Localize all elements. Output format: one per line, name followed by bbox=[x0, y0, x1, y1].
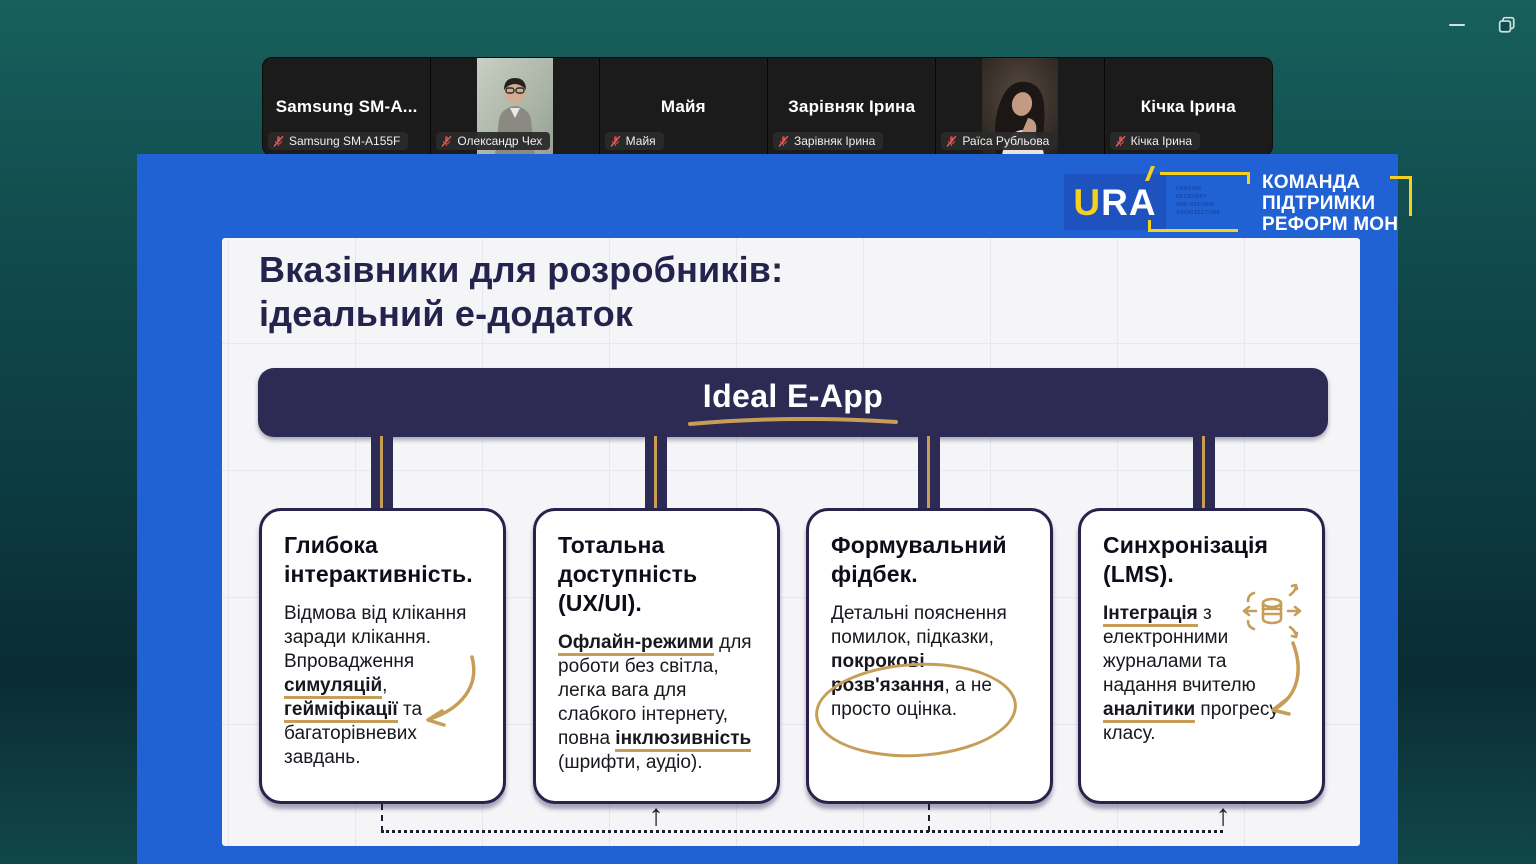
participant-tile[interactable] bbox=[431, 58, 599, 155]
card-formative-feedback bbox=[806, 508, 1053, 804]
card-title: Глибока інтерактивність. bbox=[284, 532, 473, 587]
tree-connector bbox=[645, 436, 667, 510]
participant-display-name: Зарівняк Ірина bbox=[788, 96, 916, 116]
restore-button[interactable] bbox=[1496, 14, 1518, 36]
participant-label: Олександр Чех bbox=[457, 134, 543, 148]
dashed-connector bbox=[928, 804, 930, 832]
card-title: Формувальний фідбек. bbox=[831, 532, 1007, 587]
participant-strip bbox=[263, 58, 1272, 155]
tree-connector bbox=[918, 436, 940, 510]
card-body: Відмова від клікання заради клікання. Впровадження симуляцій, гейміфікації та багаторівневих завдань. bbox=[284, 603, 467, 768]
participant-display-name: Майя bbox=[660, 96, 706, 116]
root-node-label: Ideal E-App bbox=[702, 378, 884, 414]
card-body: Офлайн-режими для роботи без світла, легка вага для слабкого інтернету, повна інклюзивність (шрифти, аудіо). bbox=[558, 632, 752, 773]
mic-muted-icon bbox=[440, 135, 453, 148]
participant-tile[interactable] bbox=[768, 58, 936, 155]
team-title: КОМАНДА ПІДТРИМКИ РЕФОРМ МОН bbox=[1262, 172, 1398, 235]
card-body: Інтеграція з електронними журналами та надання вчителю аналітики прогресу класу. bbox=[1103, 603, 1279, 744]
mic-muted-icon bbox=[777, 135, 790, 148]
root-node bbox=[258, 368, 1328, 437]
participant-tile[interactable] bbox=[600, 58, 768, 155]
tree-connector bbox=[371, 436, 393, 510]
card-title: Тотальна доступність (UX/UI). bbox=[558, 532, 698, 616]
participant-name-chip bbox=[1110, 132, 1200, 150]
dotted-baseline bbox=[381, 830, 1223, 833]
participant-name-chip bbox=[436, 132, 550, 150]
minimize-icon bbox=[1449, 24, 1465, 26]
participant-label: Раїса Рубльова bbox=[962, 134, 1050, 148]
participant-tile[interactable] bbox=[936, 58, 1104, 155]
tree-connector bbox=[1193, 436, 1215, 510]
slide-title: Вказівники для розробників: ідеальний е-додаток bbox=[259, 249, 784, 334]
card-deep-interactivity bbox=[259, 508, 506, 804]
participant-name-chip bbox=[268, 132, 408, 150]
brand-block bbox=[1064, 170, 1399, 236]
logo-tagline: UKRAINE RECOVERY AND REFORM ARCHITECTURE bbox=[1176, 186, 1221, 216]
window-controls bbox=[1446, 10, 1518, 40]
bracket-bottom-icon bbox=[1148, 220, 1238, 232]
participant-label: Майя bbox=[625, 134, 656, 148]
card-total-accessibility bbox=[533, 508, 780, 804]
up-arrow-icon: ↑ bbox=[1215, 799, 1231, 832]
mic-muted-icon bbox=[609, 135, 622, 148]
participant-name-chip bbox=[773, 132, 883, 150]
logo-letter-u: U bbox=[1073, 181, 1102, 223]
mic-muted-icon bbox=[945, 135, 958, 148]
shared-slide bbox=[137, 154, 1398, 864]
gold-underline-icon bbox=[686, 417, 900, 427]
participant-name-chip bbox=[941, 132, 1057, 150]
participant-display-name: Кічка Ірина bbox=[1140, 96, 1236, 116]
mic-muted-icon bbox=[1114, 135, 1127, 148]
restore-icon bbox=[1498, 16, 1516, 34]
bracket-team-icon bbox=[1390, 176, 1412, 216]
logo-letters-ra: RA bbox=[1101, 181, 1157, 223]
card-lms-sync bbox=[1078, 508, 1325, 804]
participant-tile[interactable] bbox=[1105, 58, 1272, 155]
participant-name-chip bbox=[605, 132, 664, 150]
dashed-connector bbox=[381, 804, 383, 832]
participant-label: Кічка Ірина bbox=[1130, 134, 1193, 148]
card-title: Синхронізація (LMS). bbox=[1103, 532, 1268, 587]
card-body: Детальні пояснення помилок, підказки, покрокові розв'язання, а не просто оцінка. bbox=[831, 603, 1007, 720]
participant-display-name: Samsung SM-A... bbox=[275, 96, 418, 116]
participant-tile[interactable] bbox=[263, 58, 431, 155]
mic-muted-icon bbox=[272, 135, 285, 148]
slide-canvas bbox=[222, 238, 1360, 846]
minimize-button[interactable] bbox=[1446, 14, 1468, 36]
participant-label: Samsung SM-A155F bbox=[289, 134, 401, 148]
up-arrow-icon: ↑ bbox=[648, 799, 664, 832]
bracket-top-icon bbox=[1160, 172, 1250, 184]
participant-label: Зарівняк Ірина bbox=[793, 134, 876, 148]
